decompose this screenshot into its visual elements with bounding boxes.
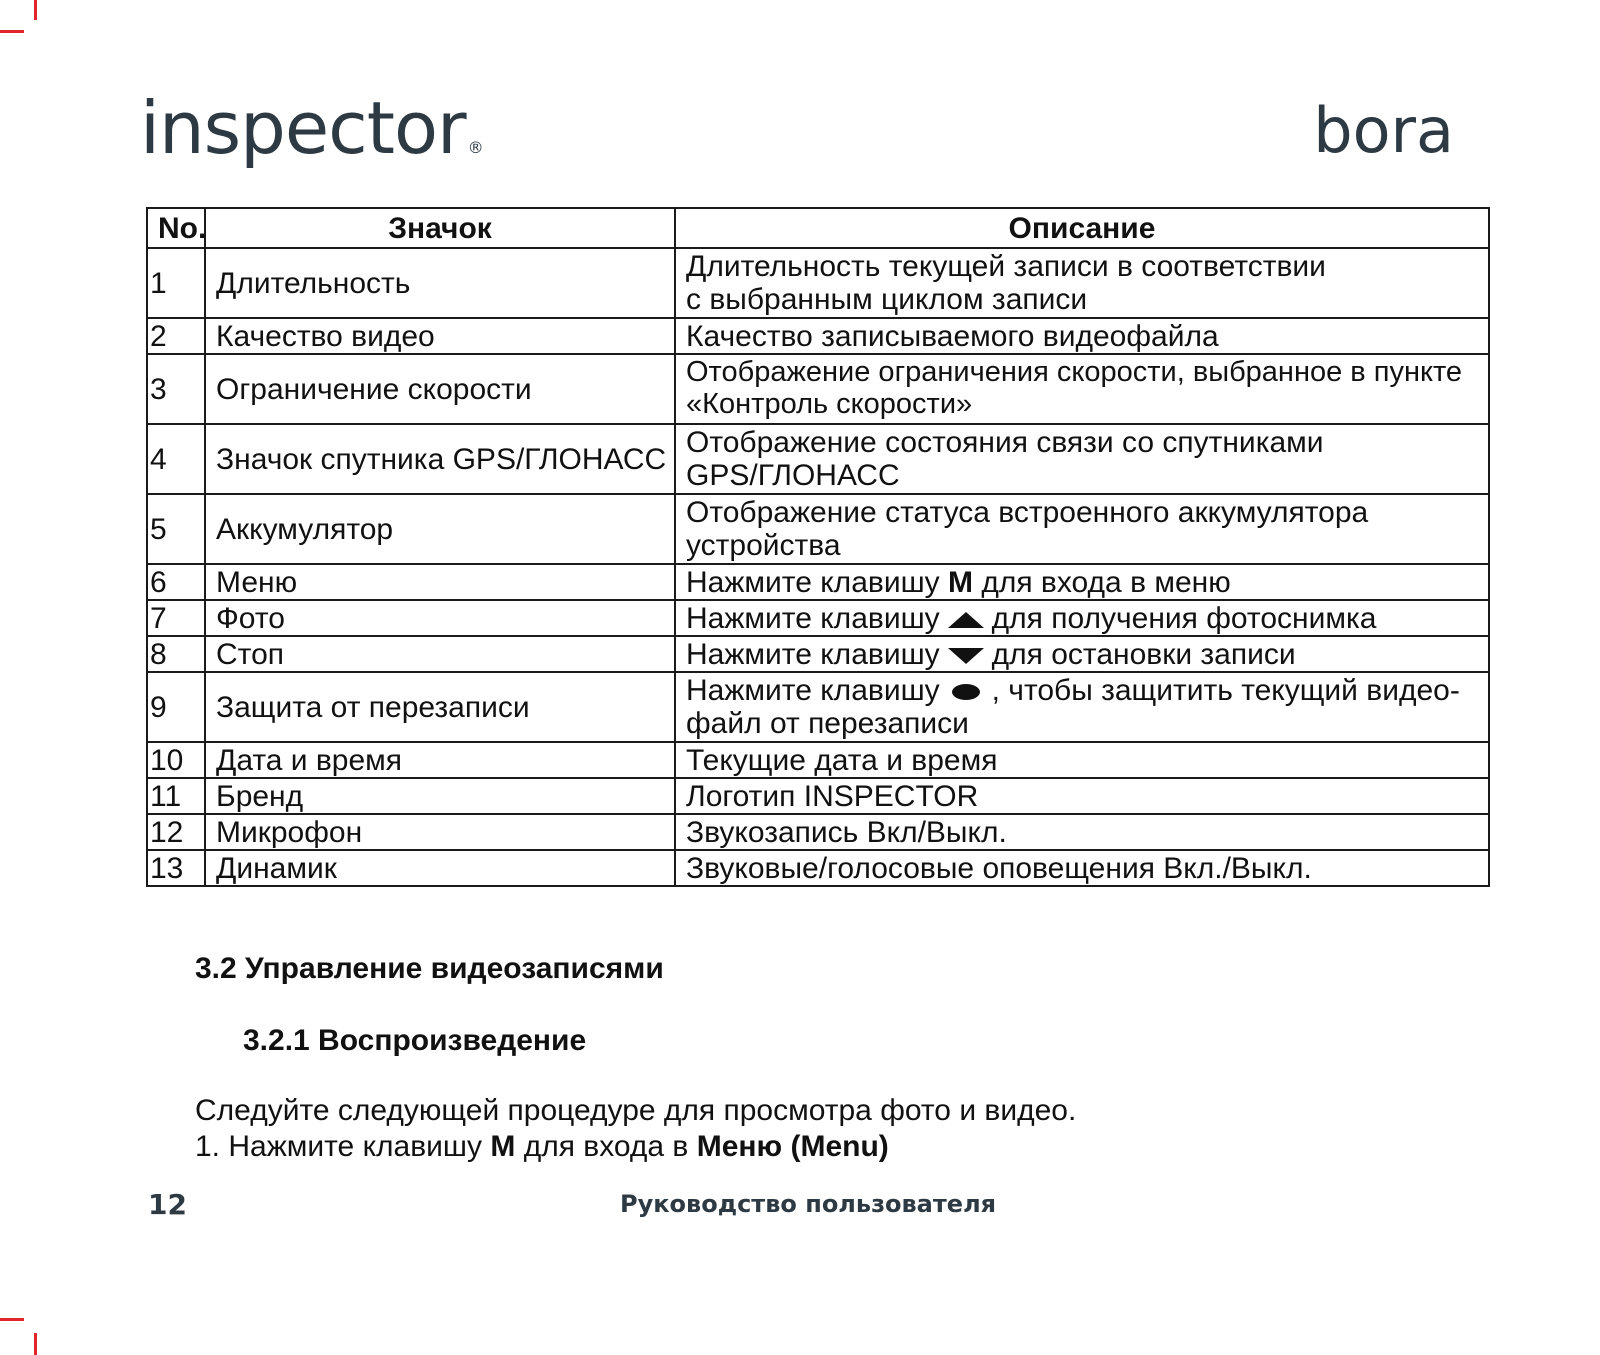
down-triangle-icon (946, 646, 986, 666)
row-icon-name: Стоп (205, 636, 675, 672)
table-row (147, 742, 1489, 778)
row-number: 2 (147, 318, 205, 354)
icon-description-table (146, 207, 1490, 887)
row-icon-name: Ограничение скорости (205, 354, 675, 424)
row-description: Текущие дата и время (675, 742, 1489, 778)
page-number: 12 (148, 1188, 187, 1221)
row-icon-name: Длительность (205, 248, 675, 318)
row-description: Отображение ограничения скорости, выбранное в пункте «Контроль скорости» (675, 354, 1489, 424)
row-number: 9 (147, 672, 205, 742)
row-description: Звукозапись Вкл/Выкл. (675, 814, 1489, 850)
row-description: Логотип INSPECTOR (675, 778, 1489, 814)
table-row (147, 494, 1489, 564)
row-description: Отображение состояния связи со спутниками GPS/ГЛОНАСС (675, 424, 1489, 494)
row-icon-name: Микрофон (205, 814, 675, 850)
header-description: Описание (675, 208, 1489, 248)
table-row (147, 564, 1489, 600)
oval-button-icon (946, 682, 986, 702)
table-row (147, 814, 1489, 850)
row-icon-name: Качество видео (205, 318, 675, 354)
table-row (147, 318, 1489, 354)
bora-logo: bora (1313, 94, 1454, 167)
row-number: 7 (147, 600, 205, 636)
row-icon-name: Динамик (205, 850, 675, 886)
table-row (147, 850, 1489, 886)
row-number: 8 (147, 636, 205, 672)
header-icon: Значок (205, 208, 675, 248)
row-number: 10 (147, 742, 205, 778)
row-number: 4 (147, 424, 205, 494)
row-description: Длительность текущей записи в соответствии с выбранным циклом записи (675, 248, 1489, 318)
row-icon-name: Значок спутника GPS/ГЛОНАСС (205, 424, 675, 494)
row-description: Качество записываемого видеофайла (675, 318, 1489, 354)
row-number: 13 (147, 850, 205, 886)
up-triangle-icon (946, 610, 986, 630)
row-description: Звуковые/голосовые оповещения Вкл./Выкл. (675, 850, 1489, 886)
row-icon-name: Меню (205, 564, 675, 600)
table-row (147, 354, 1489, 424)
crop-mark-bottom-horizontal (0, 1318, 24, 1321)
row-number: 1 (147, 248, 205, 318)
key-m: M (947, 565, 973, 599)
subsection-heading: 3.2.1 Воспроизведение (243, 1024, 587, 1057)
row-icon-name: Бренд (205, 778, 675, 814)
table-row (147, 672, 1489, 742)
row-icon-name: Защита от перезаписи (205, 672, 675, 742)
row-number: 11 (147, 778, 205, 814)
crop-mark-bottom-vertical (34, 1333, 37, 1355)
intro-paragraph: Следуйте следующей процедуре для просмотра фото и видео. (195, 1094, 1077, 1127)
row-description: Нажмите клавишу , чтобы защитить текущий видео- файл от перезаписи (675, 672, 1489, 742)
row-number: 6 (147, 564, 205, 600)
row-description: Нажмите клавишу M для входа в меню (675, 564, 1489, 600)
row-number: 5 (147, 494, 205, 564)
row-icon-name: Фото (205, 600, 675, 636)
table-row (147, 778, 1489, 814)
key-m: M (490, 1130, 516, 1163)
section-heading: 3.2 Управление видеозаписями (195, 952, 664, 985)
header-no: No. (147, 208, 205, 248)
row-icon-name: Аккумулятор (205, 494, 675, 564)
table-row (147, 248, 1489, 318)
footer-title: Руководство пользователя (620, 1190, 997, 1218)
table-row (147, 424, 1489, 494)
row-number: 3 (147, 354, 205, 424)
row-description: Отображение статуса встроенного аккумулятора устройства (675, 494, 1489, 564)
row-description: Нажмите клавишу для остановки записи (675, 636, 1489, 672)
crop-mark-top-horizontal (0, 30, 24, 33)
menu-target: Меню (Menu) (696, 1130, 889, 1163)
inspector-logo: inspector ® (140, 86, 483, 170)
row-description: Нажмите клавишу для получения фотоснимка (675, 600, 1489, 636)
table-row (147, 600, 1489, 636)
table-row (147, 636, 1489, 672)
step-1: 1. Нажмите клавишу M для входа в Меню (Menu) (195, 1130, 889, 1163)
row-number: 12 (147, 814, 205, 850)
crop-mark-top-vertical (34, 0, 37, 20)
row-icon-name: Дата и время (205, 742, 675, 778)
